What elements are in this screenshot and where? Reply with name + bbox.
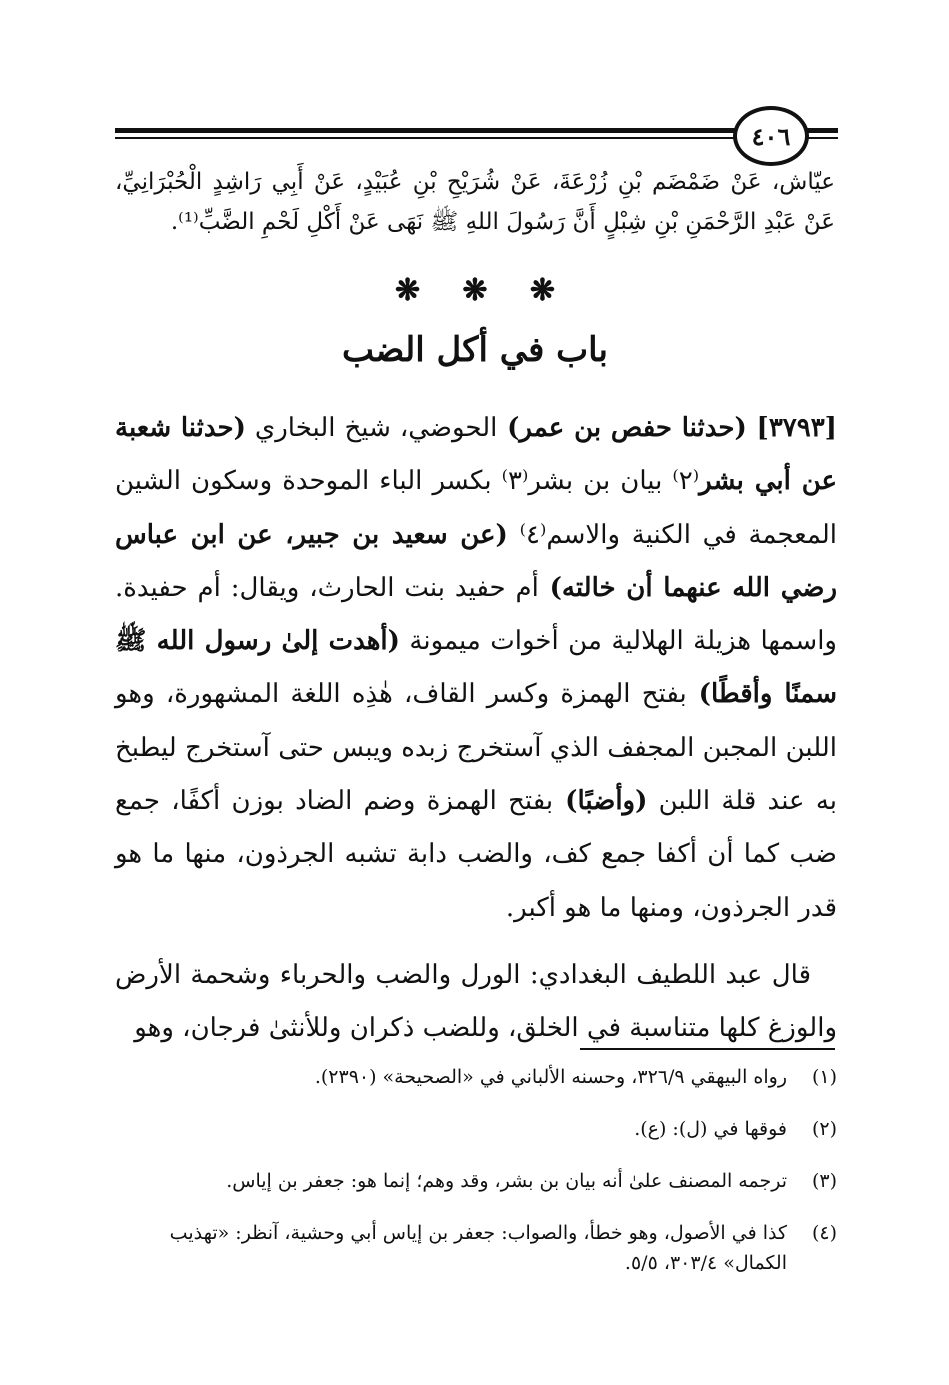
text-run: بفتح الهمزة وضم الضاد بوزن أكفًا، جمع ضب كما أن أكفا جمع كف، والضب دابة تشبه الجرذون، منها ما هو قدر الجرذون، ومنها ما هو أكبر. <box>115 786 837 923</box>
footnote-text: كذا في الأصول، وهو خطأ، والصواب: جعفر بن إياس أبي وحشية، آنظر: «تهذيب الكمال» ٣٠٣/٤، ٥/٥. <box>169 1222 787 1274</box>
commentary-paragraph-2: قال عبد اللطيف البغدادي: الورل والضب والحرباء وشحمة الأرض والوزغ كلها متناسبة في الخلق، وللضب ذكران وللأنثىٰ فرجان، وهو <box>115 959 837 1044</box>
footnote-text: رواه البيهقي ٣٢٦/٩، وحسنه الألباني في «الصحيحة» (٢٣٩٠). <box>314 1066 787 1088</box>
text-run: (أهدت إلىٰ رسول الله ﷺ سمنًا وأقطًا) <box>115 626 837 710</box>
header-rule <box>115 128 735 133</box>
footnote-rule <box>580 1048 835 1050</box>
footnote-text: ترجمه المصنف علىٰ أنه بيان بن بشر، وقد وهم؛ إنما هو: جعفر بن إياس. <box>226 1170 787 1192</box>
footnote-number: (١) <box>811 1066 837 1088</box>
footnote-number: (٣) <box>811 1170 837 1192</box>
footnote <box>115 1114 837 1144</box>
text-run: الحوضي، شيخ البخاري <box>245 413 498 443</box>
text-run: بفتح الهمزة وكسر القاف، هٰذِه اللغة المشهورة، وهو اللبن المجبن المجفف الذي آستخرج زبده ويبس حتى آستخرج ليطبخ به عند قلة اللبن <box>115 679 837 817</box>
footnote-text: فوقها في (ل): (ع). <box>634 1118 787 1140</box>
chapter-title: باب في أكل الضب <box>342 330 608 370</box>
header-rule-thin <box>115 137 735 139</box>
text-run: أم حفيد بنت الحارث، ويقال: أم حفيدة. واسمها هزيلة الهلالية من أخوات ميمونة <box>115 572 837 657</box>
commentary <box>115 402 837 1056</box>
text-run: (وأضبًا) <box>553 786 648 817</box>
star-glyph: ❋ <box>462 273 488 308</box>
separator-stars <box>395 273 555 308</box>
hadith-text: عيّاش، عَنْ ضَمْضَم بْنِ زُرْعَةَ، عَنْ شُرَيْحِ بْنِ عُبَيْدٍ، عَنْ أَبِي رَاشِدٍ الْحُبْرَانِيِّ، عَنْ عَبْدِ الرَّحْمَنِ بْنِ شِبْلٍ أَنَّ رَسُولَ اللهِ ﷺ نَهَى عَنْ أَكْلِ لَحْمِ الضَّبِّ⁽¹⁾. <box>115 169 835 235</box>
footnote <box>115 1166 837 1196</box>
star-glyph: ❋ <box>395 273 421 308</box>
footnote-number: (٤) <box>811 1222 837 1244</box>
footnotes <box>115 1062 837 1300</box>
footnote <box>115 1218 837 1278</box>
text-run: [٣٧٩٣] (حدثنا حفص بن عمر) <box>497 413 837 443</box>
commentary-paragraph-1 <box>115 402 837 935</box>
page-number: ٤٠٦ <box>733 106 809 166</box>
footnote <box>115 1062 837 1092</box>
star-glyph: ❋ <box>529 273 555 308</box>
text-run: (عن سعيد بن جبير، عن ابن عباس رضي الله عنهما أن خالته) <box>115 519 837 603</box>
text-run: (حدثنا شعبة عن أبي بشر <box>115 413 838 497</box>
footnote-number: (٢) <box>811 1118 837 1140</box>
text-run: ⁽٢⁾ بيان بن بشر⁽٣⁾ بكسر الباء الموحدة وسكون الشين المعجمة في الكنية والاسم⁽٤⁾ <box>115 466 837 550</box>
